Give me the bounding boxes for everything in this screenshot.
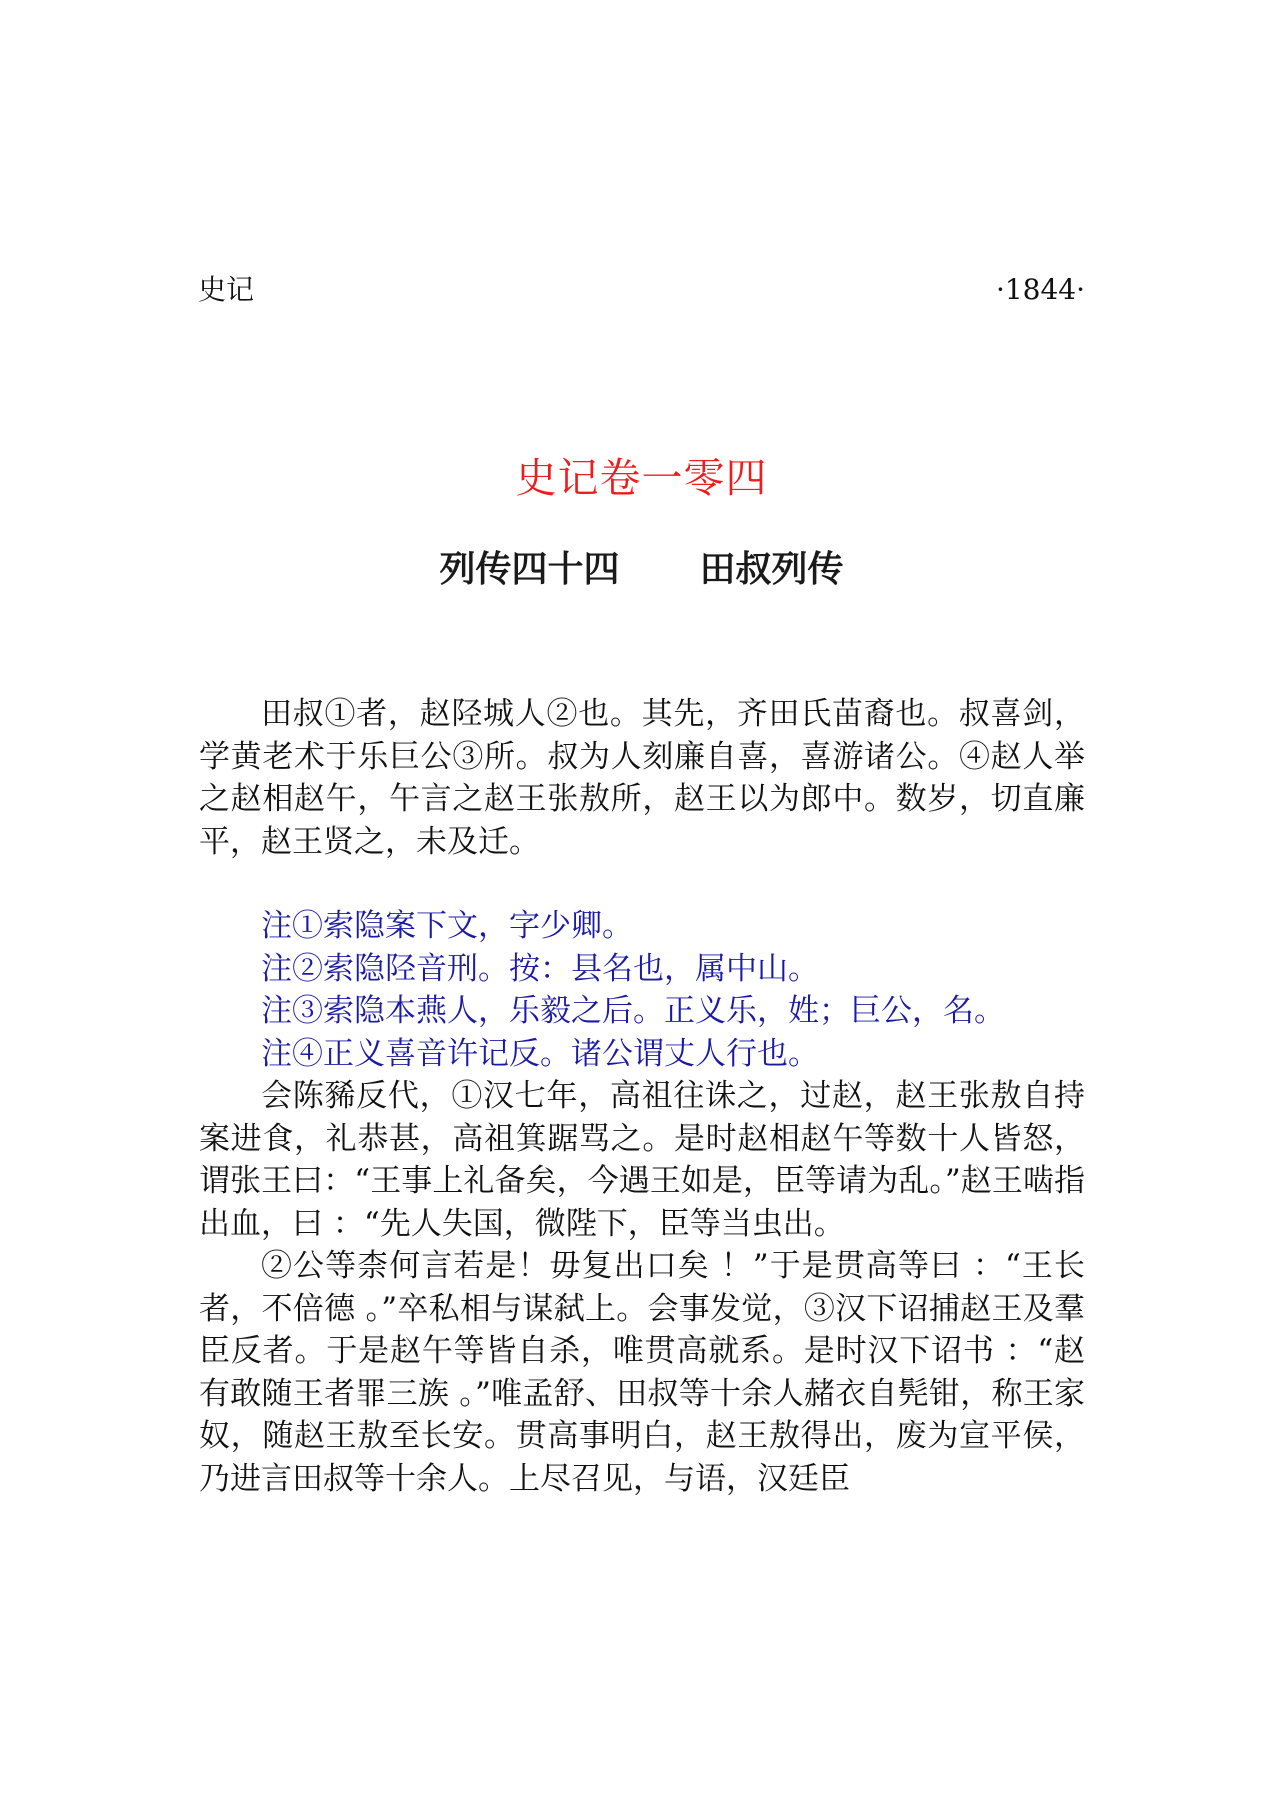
book-name: 史记 bbox=[198, 273, 255, 306]
body-paragraph-2: 会陈豨反代，①汉七年，高祖往诛之，过赵，赵王张敖自持案进食，礼恭甚，高祖箕踞骂之。是时赵相赵午等数十人皆怒，谓张王曰：“王事上礼备矣，今遇王如是，臣等请为乱。”赵王啮指出血，曰 ：“先人失国，微陛下，臣等当虫出。 bbox=[199, 1078, 1085, 1242]
page-number: ·1844· bbox=[995, 273, 1085, 306]
chapter-title-part1: 列传四十四 bbox=[439, 549, 620, 590]
note-item-4: 注④正义喜音许记反。诸公谓丈人行也。 bbox=[261, 1035, 819, 1072]
note-item-1: 注①索隐案下文，字少卿。 bbox=[261, 908, 633, 944]
chapter-title bbox=[0, 546, 1283, 594]
notes-block bbox=[199, 905, 1085, 1075]
chapter-title-part2: 田叔列传 bbox=[699, 549, 844, 590]
volume-title: 史记卷一零四 bbox=[515, 454, 768, 502]
body-paragraph-3: ②公等柰何言若是！毋复出口矣 ！”于是贯高等曰 ：“王长者，不倍德 。”卒私相与谋弑上。会事发觉，③汉下诏捕赵王及羣臣反者。于是赵午等皆自杀，唯贯高就系。是时汉下诏书 ：“赵有敢随王者罪三族 。”唯孟舒、田叔等十余人赭衣自髡钳，称王家奴，随赵王敖至长安。贯高事明白，赵王敖得出，废为宣平侯，乃进言田叔等十余人。上尽召见，与语，汉廷臣 bbox=[199, 1248, 1085, 1497]
note-item-3: 注③索隐本燕人，乐毅之后。正义乐，姓；巨公，名。 bbox=[261, 993, 1005, 1029]
body-paragraph-1: 田叔①者，赵陉城人②也。其先，齐田氏苗裔也。叔喜剑，学黄老术于乐巨公③所。叔为人刻廉自喜，喜游诸公。④赵人举之赵相赵午，午言之赵王张敖所，赵王以为郎中。数岁，切直廉平，赵王贤之，未及迁。 bbox=[199, 696, 1085, 860]
running-header bbox=[198, 270, 1085, 310]
main-text bbox=[199, 693, 1085, 1500]
title-block bbox=[0, 450, 1283, 594]
note-item-2: 注②索隐陉音刑。按：县名也，属中山。 bbox=[261, 950, 819, 987]
